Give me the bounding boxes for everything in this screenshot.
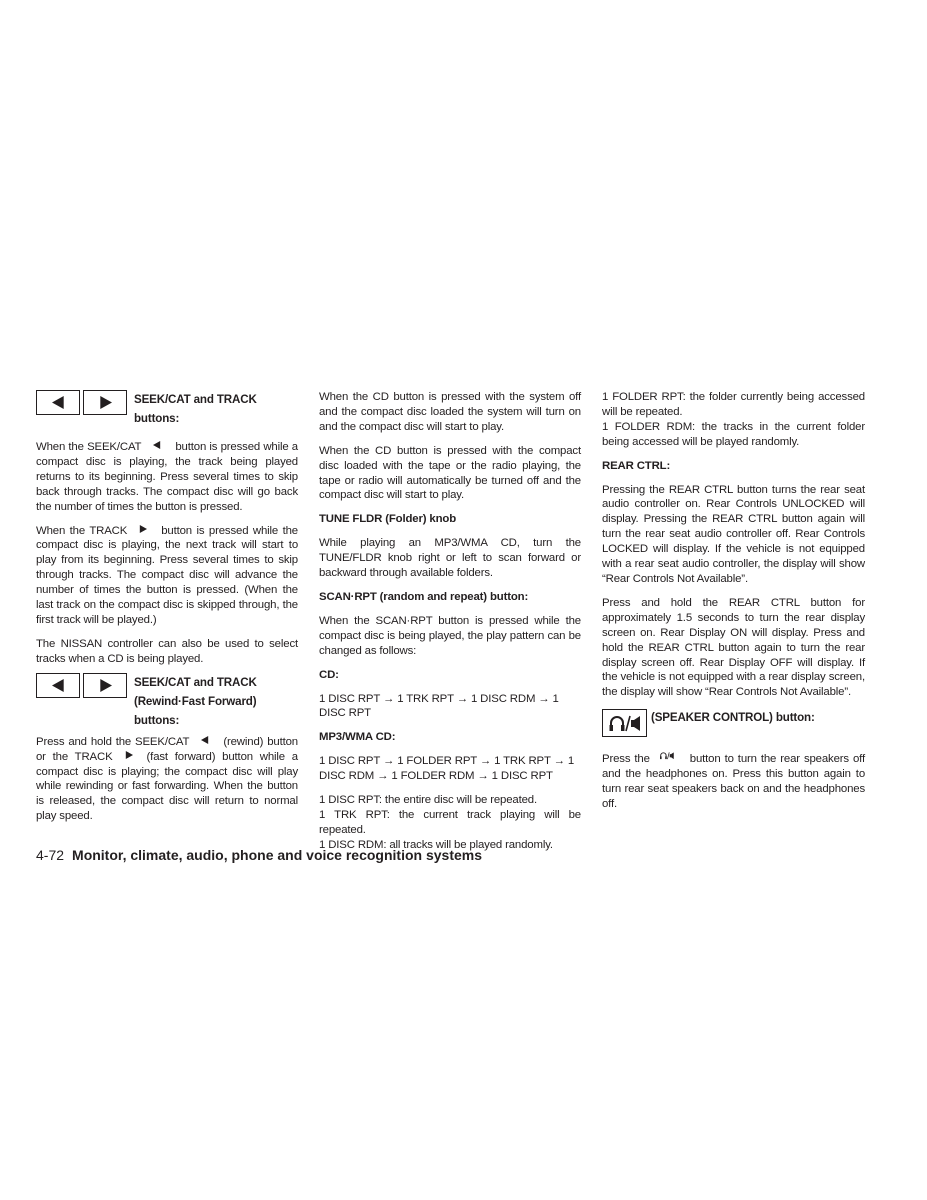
track-button-illustration xyxy=(83,390,127,415)
cd-heading: CD: xyxy=(319,668,339,681)
rewind-heading-row xyxy=(36,673,298,730)
rewind-heading: SEEK/CAT and TRACK (Rewind·Fast Forward) buttons: xyxy=(134,675,257,727)
right-triangle-icon xyxy=(99,679,112,692)
rewind-button-pair xyxy=(36,673,130,698)
speaker-control-button-illustration xyxy=(602,709,647,737)
mp3-wma-heading: MP3/WMA CD: xyxy=(319,731,396,744)
folder-rdm-definition: 1 FOLDER RDM: the tracks in the current folder being accessed will be played randomly. xyxy=(602,420,865,448)
page-footer xyxy=(36,845,836,865)
rear-ctrl-heading: REAR CTRL: xyxy=(602,459,671,472)
fast-forward-button-illustration xyxy=(83,673,127,698)
seek-track-heading-row xyxy=(36,390,298,428)
right-triangle-icon xyxy=(139,525,147,533)
right-triangle-icon xyxy=(99,396,112,409)
nissan-controller-paragraph: The NISSAN controller can also be used to select tracks when a CD is being played. xyxy=(36,637,298,665)
left-triangle-icon xyxy=(52,679,65,692)
seek-button-illustration xyxy=(36,390,80,415)
seek-paragraph: When the SEEK/CAT button is pressed while a compact disc is playing, the track being played returns to its beginning. Press several times to skip back through tracks. The compact disc will go back the number of times the button is pressed. xyxy=(36,441,298,513)
right-triangle-icon xyxy=(125,751,133,759)
cd-sequence: 1 DISC RPT → 1 TRK RPT → 1 DISC RDM → 1 DISC RPT xyxy=(319,692,559,720)
seek-track-heading: SEEK/CAT and TRACK buttons: xyxy=(134,393,257,425)
folder-rpt-definition: 1 FOLDER RPT: the folder currently being accessed will be repeated. xyxy=(602,391,865,418)
headphone-speaker-icon xyxy=(608,713,642,733)
rewind-button-illustration xyxy=(36,673,80,698)
column-right xyxy=(602,390,865,812)
rewind-paragraph: Press and hold the SEEK/CAT (rewind) button or the TRACK (fast forward) button while a compact disc is playing; the compact disc will play while rewinding or fast forwarding. When the button is released, the compact disc will return to normal play speed. xyxy=(36,735,298,823)
left-triangle-icon xyxy=(153,441,161,449)
disc-rdm-definition: 1 DISC RDM: all tracks will be played randomly. xyxy=(319,838,553,851)
column-left xyxy=(36,390,298,824)
left-triangle-icon xyxy=(52,396,65,409)
rear-display-paragraph: Press and hold the REAR CTRL button for approximately 1.5 seconds to turn the rear display screen on. Rear Display ON will display. Press and hold the REAR CTRL button again to turn the rear display screen off. Rear Display OFF will display. If the vehicle is not equipped with a rear display screen, the display will show “Rear Controls Not Available”. xyxy=(602,596,865,699)
column-middle xyxy=(319,390,581,853)
rear-ctrl-paragraph: Pressing the REAR CTRL button turns the rear seat audio controller on. Rear Controls UNLOCKED will display. Pressing the REAR CTRL button again will turn the rear seat audio controller off. Rear Controls LOCKED will display. If the vehicle is not equipped with a rear seat audio controller, the display will show “Rear Controls Not Available”. xyxy=(602,483,865,585)
track-paragraph: When the TRACK button is pressed while the compact disc is playing, the next track will start to play from its beginning. Press several times to skip through tracks. The compact disc will advance the number of times the button is pressed. (When the last track on the compact disc is skipped through, the first track will be played.) xyxy=(36,524,298,626)
cd-radio-paragraph: When the CD button is pressed with the compact disc loaded with the tape or the radio playing, the tape or radio will automatically be turned off and the compact disc will start to play. xyxy=(319,444,581,502)
headphone-speaker-icon xyxy=(658,751,676,760)
seek-track-button-pair xyxy=(36,390,130,415)
mp3-wma-sequence: 1 DISC RPT → 1 FOLDER RPT → 1 TRK RPT → 1 DISC RDM → 1 FOLDER RDM → 1 DISC RPT xyxy=(319,755,575,783)
disc-rpt-definition: 1 DISC RPT: the entire disc will be repeated. xyxy=(319,794,538,807)
scan-rpt-paragraph: When the SCAN·RPT button is pressed while the compact disc is being played, the play pattern can be changed as follows: xyxy=(319,614,581,657)
trk-rpt-definition: 1 TRK RPT: the current track playing will be repeated. xyxy=(319,808,581,836)
section-title: Monitor, climate, audio, phone and voice recognition systems xyxy=(72,847,482,863)
page-number: 4-72 xyxy=(36,847,65,863)
left-triangle-icon xyxy=(201,736,209,744)
tune-fldr-paragraph: While playing an MP3/WMA CD, turn the TUNE/FLDR knob right or left to scan forward or backward through available folders. xyxy=(319,537,581,580)
speaker-control-paragraph: Press the button to turn the rear speakers off and the headphones on. Press this button again to turn rear seat speakers back on and the headphones off. xyxy=(602,753,866,810)
speaker-control-heading-row xyxy=(602,709,865,737)
tune-fldr-heading: TUNE FLDR (Folder) knob xyxy=(319,513,457,526)
scan-rpt-heading: SCAN·RPT (random and repeat) button: xyxy=(319,590,529,603)
speaker-control-heading: (SPEAKER CONTROL) button: xyxy=(651,711,815,725)
cd-system-off-paragraph: When the CD button is pressed with the system off and the compact disc loaded the system will turn on and the compact disc will start to play. xyxy=(319,391,581,433)
